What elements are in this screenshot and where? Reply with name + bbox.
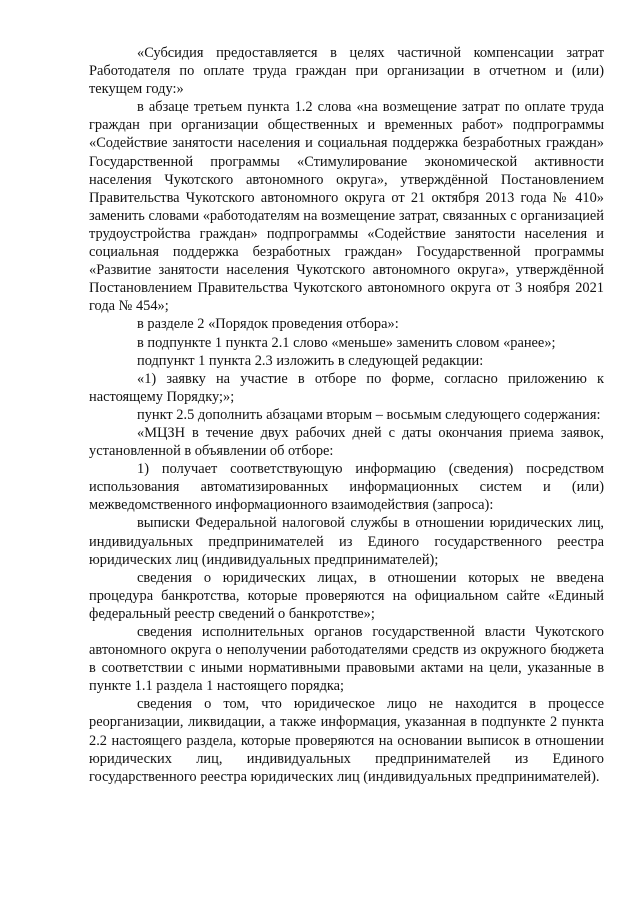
paragraph-clause-2-5-amendment: пункт 2.5 дополнить абзацами вторым – восьмым следующего содержания: bbox=[137, 406, 601, 423]
paragraph-mczn-deadline: «МЦЗН в течение двух рабочих дней с даты окончания приема заявок, установленной в объявлении об отборе: bbox=[89, 424, 604, 460]
paragraph-clause-2-3-amendment: подпункт 1 пункта 2.3 изложить в следующей редакции: bbox=[137, 352, 484, 369]
paragraph-reorganization-info: сведения о том, что юридическое лицо не находится в процессе реорганизации, ликвидации, а также информация, указанная в подпункте 2 пункта 2.2 настоящего раздела, которые проверяются на основании выписок в отношении юридических лиц, индивидуальных предпринимателей из Единого государственного реестра юридических лиц (индивидуальных предпринимателей). bbox=[89, 696, 604, 785]
paragraph-budget-funds-info: сведения исполнительных органов государственной власти Чукотского автономного округа о неполучении работодателями средств из окружного бюджета в соответствии с иными нормативными правовыми актами на цели, указанные в пункте 1.1 раздела 1 настоящего порядка; bbox=[89, 624, 604, 695]
paragraph-clause-2-3-new-text: «1) заявку на участие в отборе по форме, согласно приложению к настоящему Порядку;»; bbox=[89, 370, 604, 405]
paragraph-clause-2-1-amendment: в подпункте 1 пункта 2.1 слово «меньше» заменить словом «ранее»; bbox=[137, 334, 556, 351]
paragraph-bankruptcy-info: сведения о юридических лицах, в отношении которых не введена процедура банкротства, которые проверяются на официальном сайте «Единый федеральный реестр сведений о банкротстве»; bbox=[89, 569, 604, 622]
paragraph-section-2-heading: в разделе 2 «Порядок проведения отбора»: bbox=[137, 316, 399, 333]
paragraph-info-sources: 1) получает соответствующую информацию (сведения) посредством использования автоматизированных информационных систем и (или) межведомственного информационного взаимодействия (запроса): bbox=[89, 461, 604, 514]
paragraph-tax-extracts: выписки Федеральной налоговой службы в отношении юридических лиц, индивидуальных предпринимателей из Единого государственного реестра юридических лиц (индивидуальных предпринимателей); bbox=[89, 515, 604, 568]
paragraph-subsidy-purpose: «Субсидия предоставляется в целях частичной компенсации затрат Работодателя по оплате труда граждан при организации в отчетном и (или) текущем году:» bbox=[89, 45, 604, 98]
paragraph-clause-1-2-amendment: в абзаце третьем пункта 1.2 слова «на возмещение затрат по оплате труда граждан при организации общественных и временных работ» подпрограммы «Содействие занятости населения и социальная поддержка безработных граждан» Государственной программы «Стимулирование экономической активности населения Чукотского автономного округа», утверждённой Постановлением Правительства Чукотского автономного округа от 21 октября 2013 года № 410» заменить словами «работодателям на возмещение затрат, связанных с организацией трудоустройства граждан» подпрограммы «Содействие занятости населения и социальная поддержка безработных граждан» Государственной программы «Развитие занятости населения Чукотского автономного округа», утверждённой Постановлением Правительства Чукотского автономного округа от 3 ноября 2021 года № 454»; bbox=[89, 99, 604, 315]
document-body bbox=[89, 44, 604, 786]
